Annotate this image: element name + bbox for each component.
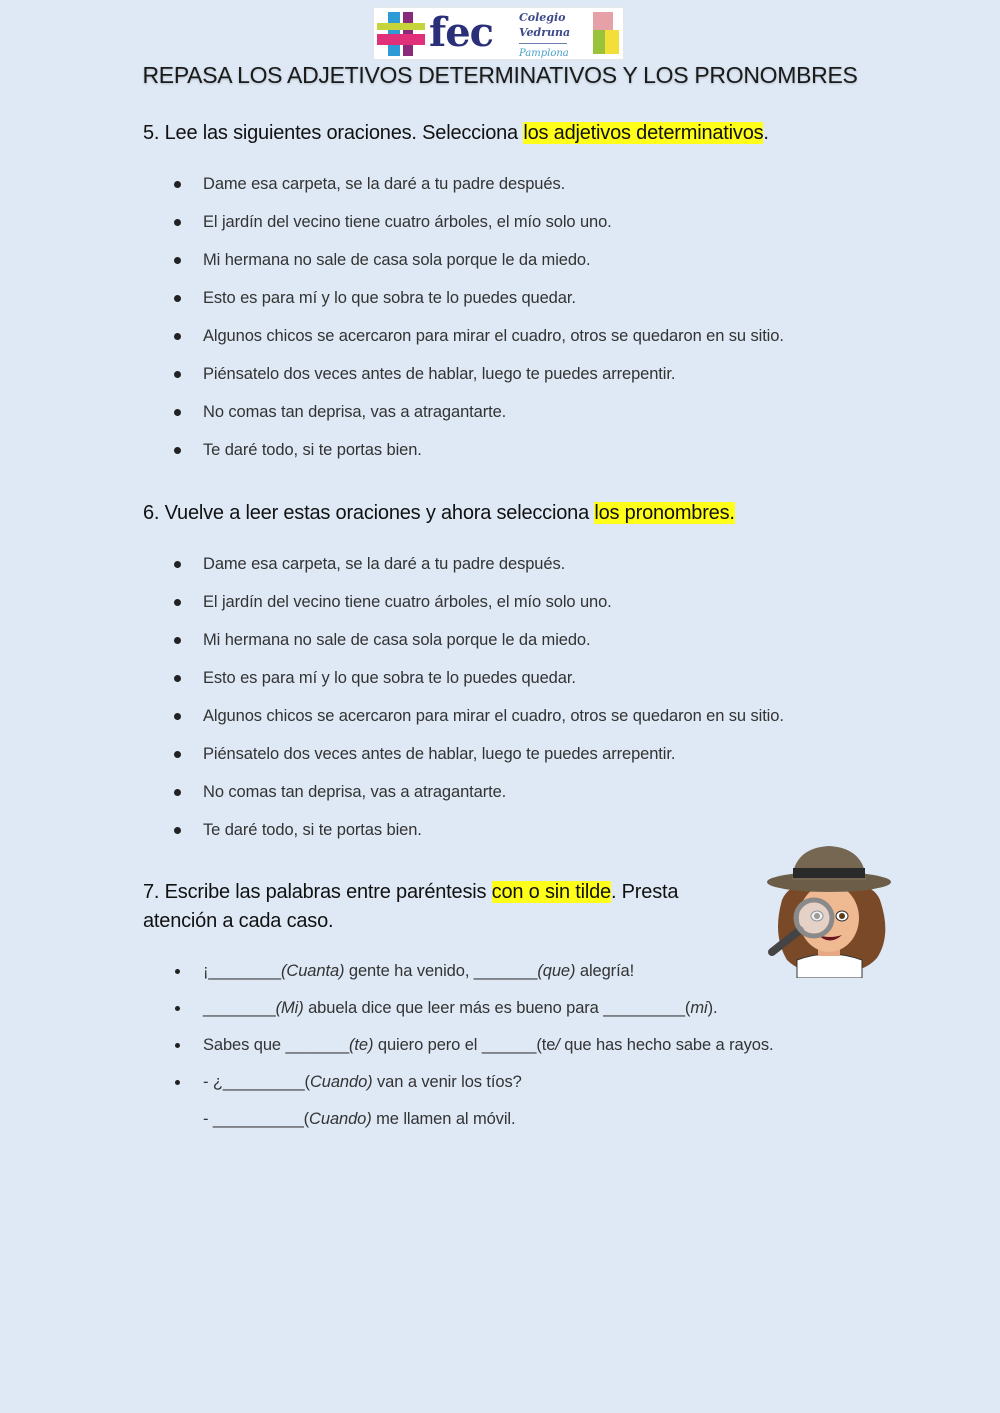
hint-word: (que) xyxy=(537,962,576,980)
hint-word: (Mi) xyxy=(275,999,304,1017)
sentence-item[interactable]: Te daré todo, si te portas bien. xyxy=(172,438,784,476)
logo-line1: Colegio xyxy=(519,11,566,24)
sentence-item[interactable]: Esto es para mí y lo que sobra te lo puedes quedar. xyxy=(172,666,784,704)
logo-emblem-icon xyxy=(593,12,613,30)
heading-text: 6. Vuelve a leer estas oraciones y ahora selecciona xyxy=(143,502,595,524)
page-title: REPASA LOS ADJETIVOS DETERMINATIVOS Y LOS PRONOMBRES xyxy=(142,62,858,88)
sentence-item[interactable]: Algunos chicos se acercaron para mirar el cuadro, otros se quedaron en su sitio. xyxy=(172,324,784,362)
heading-text: 5. Lee las siguientes oraciones. Selecciona xyxy=(143,122,524,144)
fill-in-item[interactable] xyxy=(172,1107,773,1144)
text: quiero pero el ______(te xyxy=(373,1036,556,1054)
sentence-item[interactable]: No comas tan deprisa, vas a atragantarte. xyxy=(172,780,784,818)
hint-word: / xyxy=(555,1036,560,1054)
text: van a venir los tíos? xyxy=(372,1073,522,1091)
logo-emblem-part xyxy=(593,30,605,54)
sentence-item[interactable]: Te daré todo, si te portas bien. xyxy=(172,818,784,856)
heading-text: . xyxy=(763,122,769,144)
text: me llamen al móvil. xyxy=(371,1110,516,1128)
logo-cross-bar xyxy=(377,34,425,45)
exercise-6-sentence-list xyxy=(172,552,784,856)
fill-in-item[interactable] xyxy=(172,959,773,996)
fill-in-item[interactable] xyxy=(172,996,773,1033)
sentence-item[interactable]: Dame esa carpeta, se la daré a tu padre después. xyxy=(172,552,784,590)
heading-line-1 xyxy=(143,878,678,907)
logo-divider xyxy=(519,43,567,44)
highlighted-text: con o sin tilde xyxy=(491,881,611,903)
logo-emblem-part xyxy=(605,30,619,54)
exercise-5-heading xyxy=(143,119,769,148)
logo-school-name xyxy=(519,10,570,61)
text: - __________( xyxy=(203,1110,310,1128)
text: ¡________ xyxy=(203,962,282,980)
hint-word: Cuando) xyxy=(309,1110,372,1128)
fill-in-item[interactable] xyxy=(172,1070,773,1107)
sentence-item[interactable]: No comas tan deprisa, vas a atragantarte. xyxy=(172,400,784,438)
sentence-item[interactable]: Mi hermana no sale de casa sola porque le da miedo. xyxy=(172,628,784,666)
logo-cross-bar xyxy=(377,23,425,30)
text: - ¿_________( xyxy=(203,1073,310,1091)
sentence-item[interactable]: Mi hermana no sale de casa sola porque le da miedo. xyxy=(172,248,784,286)
text: abuela dice que leer más es bueno para _________( xyxy=(303,999,691,1017)
exercise-7-heading xyxy=(143,878,678,936)
logo-brand: fec xyxy=(429,9,494,56)
school-logo xyxy=(373,7,624,60)
sentence-item[interactable]: Piénsatelo dos veces antes de hablar, luego te puedes arrepentir. xyxy=(172,742,784,780)
fill-in-item[interactable] xyxy=(172,1033,773,1070)
hint-word: Cuando) xyxy=(309,1073,373,1091)
logo-line3: Pamplona xyxy=(519,48,569,59)
exercise-7-fill-in-list xyxy=(172,959,773,1144)
logo-line2: Vedruna xyxy=(519,26,571,39)
sentence-item[interactable]: Esto es para mí y lo que sobra te lo puedes quedar. xyxy=(172,286,784,324)
heading-text: 7. Escribe las palabras entre paréntesis xyxy=(143,881,492,903)
text: gente ha venido, _______ xyxy=(344,962,538,980)
text: Sabes que _______ xyxy=(203,1036,350,1054)
text: que has hecho sabe a rayos. xyxy=(559,1036,774,1054)
highlighted-text: los pronombres. xyxy=(594,502,735,524)
heading-text: . Presta xyxy=(610,881,679,903)
detective-avatar-icon xyxy=(762,840,896,978)
sentence-item[interactable]: El jardín del vecino tiene cuatro árboles, el mío solo uno. xyxy=(172,590,784,628)
text: alegría! xyxy=(575,962,635,980)
hint-word: (Cuanta) xyxy=(281,962,345,980)
sentence-item[interactable]: Algunos chicos se acercaron para mirar el cuadro, otros se quedaron en su sitio. xyxy=(172,704,784,742)
text: ). xyxy=(707,999,718,1017)
sentence-item[interactable]: Piénsatelo dos veces antes de hablar, luego te puedes arrepentir. xyxy=(172,362,784,400)
text: ________ xyxy=(203,999,276,1017)
sentence-item[interactable]: Dame esa carpeta, se la daré a tu padre después. xyxy=(172,172,784,210)
hint-word: (te) xyxy=(349,1036,374,1054)
highlighted-text: los adjetivos determinativos xyxy=(523,122,764,144)
exercise-6-heading xyxy=(143,499,735,528)
exercise-5-sentence-list xyxy=(172,172,784,476)
hint-word: mi xyxy=(690,999,708,1017)
heading-line-2: atención a cada caso. xyxy=(143,910,334,932)
sentence-item[interactable]: El jardín del vecino tiene cuatro árboles, el mío solo uno. xyxy=(172,210,784,248)
